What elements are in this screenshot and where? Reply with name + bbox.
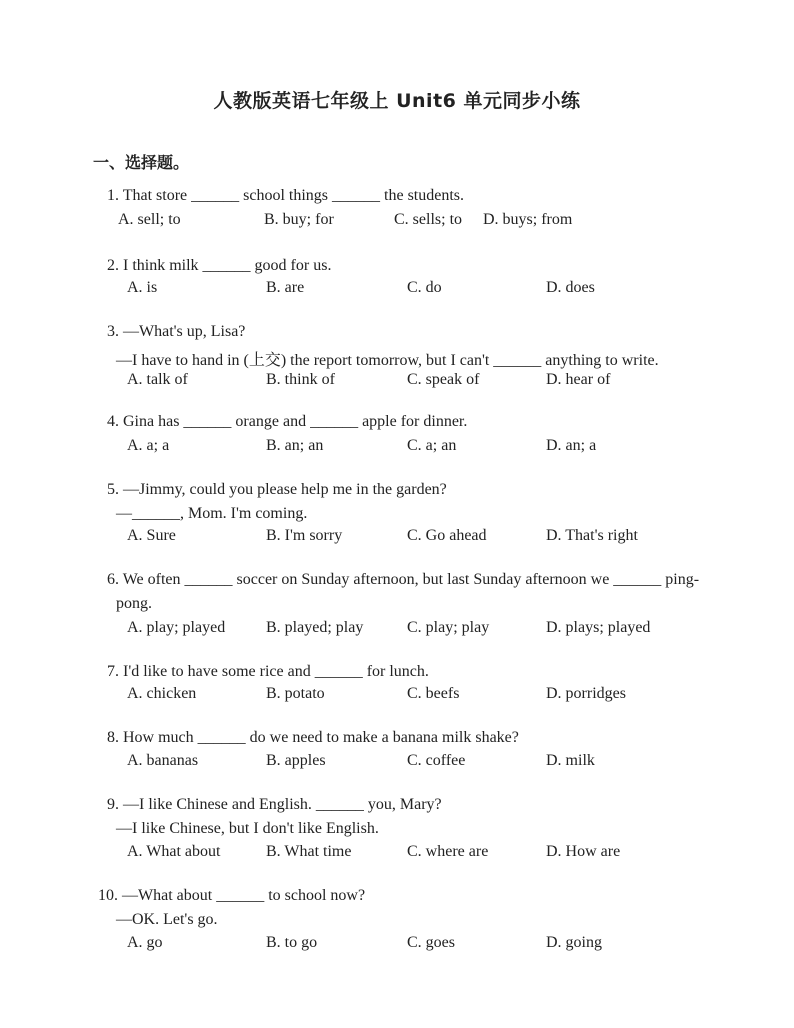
question-continuation: —I like Chinese, but I don't like English. <box>116 820 379 837</box>
question-continuation: —OK. Let's go. <box>116 911 218 928</box>
answer-option-c[interactable]: C. sells; to <box>394 211 463 228</box>
answer-option-b[interactable]: B. an; an <box>266 437 324 454</box>
answer-option-a[interactable]: A. Sure <box>127 527 176 544</box>
answer-option-c[interactable]: C. where are <box>407 843 489 860</box>
answer-option-d[interactable]: D. hear of <box>546 371 611 388</box>
answer-option-b[interactable]: B. buy; for <box>264 211 334 228</box>
answer-option-d[interactable]: D. an; a <box>546 437 597 454</box>
question-stem: 1. That store ______ school things ______ the students. <box>107 187 465 204</box>
answer-option-b[interactable]: B. to go <box>266 934 318 951</box>
answer-option-d[interactable]: D. does <box>546 279 595 296</box>
question-stem: 2. I think milk ______ good for us. <box>107 257 332 274</box>
question-stem: 7. I'd like to have some rice and ______ for lunch. <box>107 663 429 680</box>
answer-option-c[interactable]: C. goes <box>407 934 455 951</box>
question-stem: 6. We often ______ soccer on Sunday afternoon, but last Sunday afternoon we ______ ping- <box>107 571 700 588</box>
answer-option-d[interactable]: D. That's right <box>546 527 638 544</box>
answer-option-d[interactable]: D. milk <box>546 752 595 769</box>
question-stem: 5. —Jimmy, could you please help me in the garden? <box>107 481 447 498</box>
section-heading: 一、选择题。 <box>93 153 190 172</box>
answer-option-a[interactable]: A. sell; to <box>118 211 181 228</box>
answer-option-d[interactable]: D. going <box>546 934 602 951</box>
answer-option-a[interactable]: A. go <box>127 934 163 951</box>
answer-option-c[interactable]: C. do <box>407 279 442 296</box>
answer-option-d[interactable]: D. How are <box>546 843 621 860</box>
question-stem: 9. —I like Chinese and English. ______ you, Mary? <box>107 796 442 813</box>
answer-option-b[interactable]: B. apples <box>266 752 326 769</box>
question-continuation: —______, Mom. I'm coming. <box>116 505 308 522</box>
answer-option-c[interactable]: C. coffee <box>407 752 466 769</box>
answer-option-a[interactable]: A. is <box>127 279 158 296</box>
page-title: 人教版英语七年级上 Unit6 单元同步小练 <box>213 90 581 112</box>
answer-option-a[interactable]: A. talk of <box>127 371 188 388</box>
answer-option-a[interactable]: A. play; played <box>127 619 226 636</box>
question-continuation: —I have to hand in (上交) the report tomorrow, but I can't ______ anything to write. <box>116 352 659 369</box>
answer-option-c[interactable]: C. a; an <box>407 437 457 454</box>
answer-option-d[interactable]: D. buys; from <box>483 211 573 228</box>
question-stem: 8. How much ______ do we need to make a banana milk shake? <box>107 729 519 746</box>
answer-option-d[interactable]: D. plays; played <box>546 619 651 636</box>
answer-option-b[interactable]: B. What time <box>266 843 352 860</box>
question-stem: 10. —What about ______ to school now? <box>98 887 366 904</box>
answer-option-c[interactable]: C. Go ahead <box>407 527 487 544</box>
answer-option-c[interactable]: C. beefs <box>407 685 460 702</box>
question-stem: 4. Gina has ______ orange and ______ apple for dinner. <box>107 413 468 430</box>
answer-option-b[interactable]: B. I'm sorry <box>266 527 343 544</box>
answer-option-b[interactable]: B. potato <box>266 685 325 702</box>
question-continuation: pong. <box>116 595 152 612</box>
answer-option-b[interactable]: B. think of <box>266 371 335 388</box>
answer-option-c[interactable]: C. play; play <box>407 619 490 636</box>
answer-option-a[interactable]: A. a; a <box>127 437 170 454</box>
answer-option-b[interactable]: B. are <box>266 279 305 296</box>
answer-option-c[interactable]: C. speak of <box>407 371 480 388</box>
answer-option-d[interactable]: D. porridges <box>546 685 626 702</box>
answer-option-b[interactable]: B. played; play <box>266 619 364 636</box>
answer-option-a[interactable]: A. bananas <box>127 752 199 769</box>
answer-option-a[interactable]: A. What about <box>127 843 221 860</box>
question-stem: 3. —What's up, Lisa? <box>107 323 246 340</box>
answer-option-a[interactable]: A. chicken <box>127 685 197 702</box>
